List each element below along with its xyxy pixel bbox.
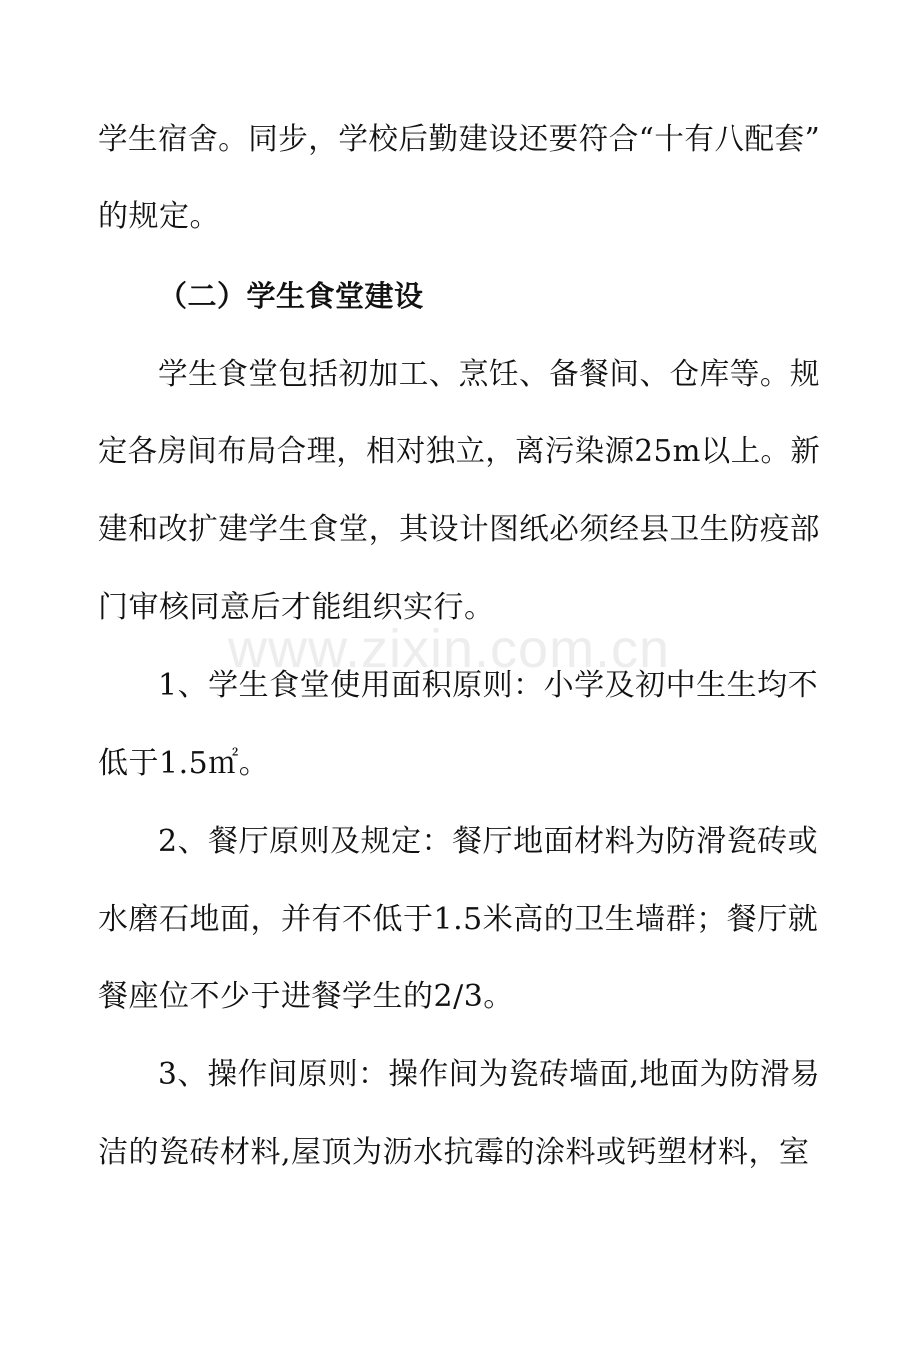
body-line-9: 2、餐厅原则及规定：餐厅地面材料为防滑瓷砖或 [158, 824, 819, 859]
body-line-7: 1、学生食堂使用面积原则：小学及初中生生均不 [158, 668, 819, 703]
section-heading: （二）学生食堂建设 [158, 279, 424, 313]
body-line-12: 3、操作间原则：操作间为瓷砖墙面,地面为防滑易 [158, 1057, 821, 1092]
body-line-2: 的规定。 [98, 199, 220, 234]
body-line-4: 定各房间布局合理，相对独立，离污染源25m以上。新 [98, 434, 821, 469]
body-line-3: 学生食堂包括初加工、烹饪、备餐间、仓库等。规 [158, 357, 821, 392]
body-line-6: 门审核同意后才能组织实行。 [98, 590, 495, 625]
watermark: www.zixin.com.cn [228, 619, 671, 679]
body-line-11: 餐座位不少于进餐学生的2/3。 [98, 979, 514, 1014]
body-line-5: 建和改扩建学生食堂，其设计图纸必须经县卫生防疫部 [98, 512, 820, 547]
body-line-8: 低于1.5㎡。 [98, 746, 270, 781]
body-line-13: 洁的瓷砖材料,屋顶为沥水抗霉的涂料或钙塑材料，室 [98, 1135, 810, 1170]
body-line-1: 学生宿舍。同步，学校后勤建设还要符合“十有八配套” [98, 122, 821, 157]
body-line-10: 水磨石地面，并有不低于1.5米高的卫生墙群；餐厅就 [98, 902, 819, 937]
